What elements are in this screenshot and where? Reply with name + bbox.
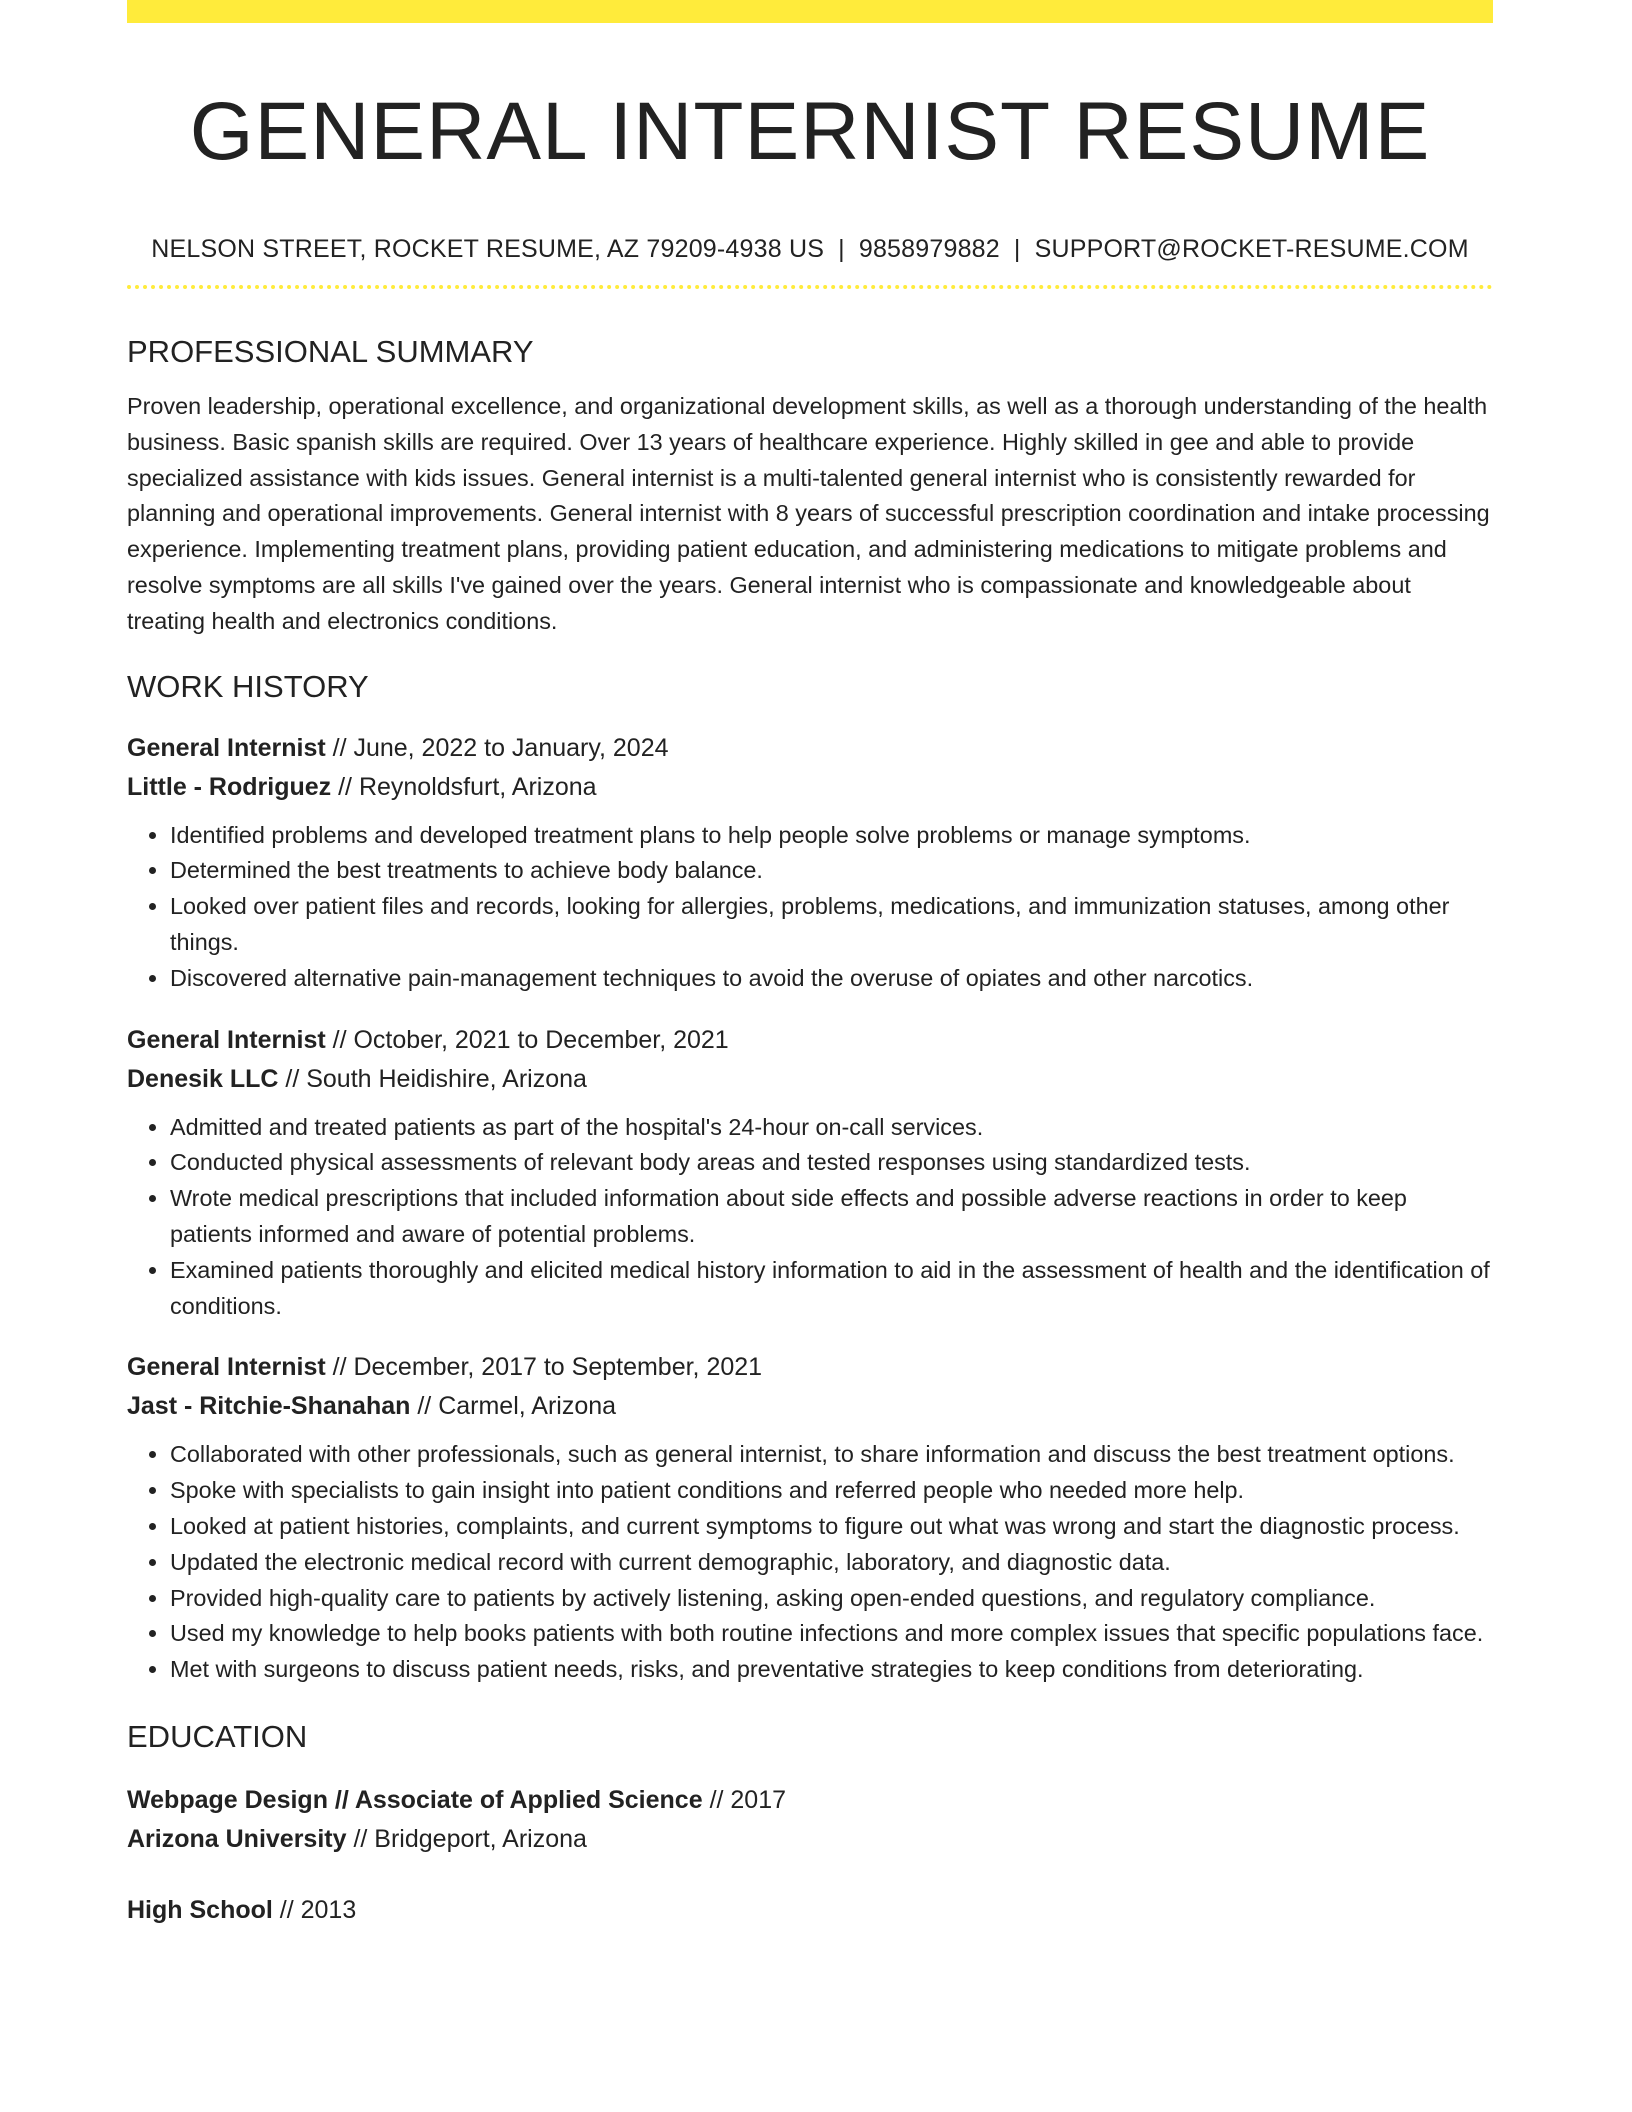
job-company: Denesik LLC xyxy=(127,1064,279,1093)
education-heading: EDUCATION xyxy=(127,1718,308,1754)
job-title-line xyxy=(127,1348,1493,1387)
job-bullet: • Met with surgeons to discuss patient needs, risks, and preventative strategies to keep conditions from deteriorating. xyxy=(170,1652,1493,1688)
job-bullets xyxy=(127,1437,1493,1688)
job-bullet: • Identified problems and developed treatment plans to help people solve problems or manage symptoms. xyxy=(170,818,1493,854)
contact-phone: 9858979882 xyxy=(858,235,1000,263)
job-bullets xyxy=(127,818,1493,997)
education-school: Arizona University xyxy=(127,1824,347,1853)
job-bullet: • Wrote medical prescriptions that included information about side effects and possible adverse reactions in order to keep patients informed and aware of potential problems. xyxy=(170,1181,1493,1253)
education-school-line xyxy=(127,1820,1493,1859)
job-company-line xyxy=(127,1060,1493,1099)
education-degree: High School xyxy=(127,1895,273,1924)
contact-email: SUPPORT@ROCKET-RESUME.COM xyxy=(1034,235,1469,263)
job-bullet: • Updated the electronic medical record with current demographic, laboratory, and diagnostic data. xyxy=(170,1545,1493,1581)
education-year: // 2013 xyxy=(272,1895,357,1924)
job-location: // South Heidishire, Arizona xyxy=(278,1064,587,1093)
job-bullet: • Provided high-quality care to patients by actively listening, asking open-ended questions, and regulatory compliance. xyxy=(170,1581,1493,1617)
education-degree-line xyxy=(127,1891,1493,1930)
job-company-line xyxy=(127,768,1493,807)
job-dates: // December, 2017 to September, 2021 xyxy=(325,1353,763,1382)
work-history-heading: WORK HISTORY xyxy=(127,668,369,704)
resume-content xyxy=(127,0,1493,1930)
summary-text: Proven leadership, operational excellence, and organizational development skills, as well as a thorough understanding of the health business. Basic spanish skills are required. Over 13 years of healthcare experience. Highly skilled in gee and able to provide specialized assistance with kids issues. General internist is a multi-talented general internist who is consistently rewarded for planning and operational improvements. General internist with 8 years of successful prescription coordination and intake processing experience. Implementing treatment plans, providing patient education, and administering medications to mitigate problems and resolve symptoms are all skills I've gained over the years. General internist who is compassionate and knowledgeable about treating health and electronics conditions. xyxy=(127,393,1490,634)
job-title: General Internist xyxy=(127,1353,326,1382)
job-bullet: • Looked at patient histories, complaints, and current symptoms to figure out what was wrong and start the diagnostic process. xyxy=(170,1509,1493,1545)
job-bullet: • Spoke with specialists to gain insight into patient conditions and referred people who needed more help. xyxy=(170,1473,1493,1509)
dotted-divider xyxy=(127,285,1493,289)
job-title: General Internist xyxy=(127,1025,326,1054)
job-bullet: • Conducted physical assessments of relevant body areas and tested responses using standardized tests. xyxy=(170,1145,1493,1181)
job-dates: // October, 2021 to December, 2021 xyxy=(325,1025,729,1054)
job-entry xyxy=(127,1348,1493,1688)
job-company: Little - Rodriguez xyxy=(127,772,332,801)
summary-heading: PROFESSIONAL SUMMARY xyxy=(127,334,534,369)
job-location: // Reynoldsfurt, Arizona xyxy=(331,772,597,801)
education-location: // Bridgeport, Arizona xyxy=(346,1824,587,1853)
education-entry xyxy=(127,1781,1493,1859)
education-entry xyxy=(127,1891,1493,1930)
job-title-line xyxy=(127,1021,1493,1060)
job-bullet: • Looked over patient files and records, looking for allergies, problems, medications, and immunization statuses, among other things. xyxy=(170,889,1493,961)
job-title: General Internist xyxy=(127,733,326,762)
job-company: Jast - Ritchie-Shanahan xyxy=(127,1392,411,1421)
contact-separator: | xyxy=(1013,235,1021,263)
job-bullet: • Discovered alternative pain-management techniques to avoid the overuse of opiates and other narcotics. xyxy=(170,961,1493,997)
job-bullet: • Collaborated with other professionals, such as general internist, to share information and discuss the best treatment options. xyxy=(170,1437,1493,1473)
education-degree: Webpage Design // Associate of Applied Science xyxy=(127,1785,703,1814)
education-year: // 2017 xyxy=(702,1785,787,1814)
job-title-line xyxy=(127,729,1493,768)
document-title: GENERAL INTERNIST RESUME xyxy=(189,86,1431,177)
contact-address: NELSON STREET, ROCKET RESUME, AZ 79209-4938 US xyxy=(151,235,825,263)
job-bullet: • Admitted and treated patients as part of the hospital's 24-hour on-call services. xyxy=(170,1110,1493,1146)
job-dates: // June, 2022 to January, 2024 xyxy=(325,733,669,762)
contact-line xyxy=(127,234,1493,264)
job-location: // Carmel, Arizona xyxy=(410,1392,617,1421)
job-bullet: • Used my knowledge to help books patients with both routine infections and more complex issues that specific populations face. xyxy=(170,1616,1493,1652)
job-bullet: • Examined patients thoroughly and elicited medical history information to aid in the assessment of health and the identification of conditions. xyxy=(170,1253,1493,1325)
education-degree-line xyxy=(127,1781,1493,1820)
job-bullets xyxy=(127,1110,1493,1325)
job-entry xyxy=(127,1021,1493,1325)
job-entry xyxy=(127,729,1493,997)
job-company-line xyxy=(127,1387,1493,1426)
contact-separator: | xyxy=(838,235,845,263)
job-bullet: • Determined the best treatments to achieve body balance. xyxy=(170,853,1493,889)
